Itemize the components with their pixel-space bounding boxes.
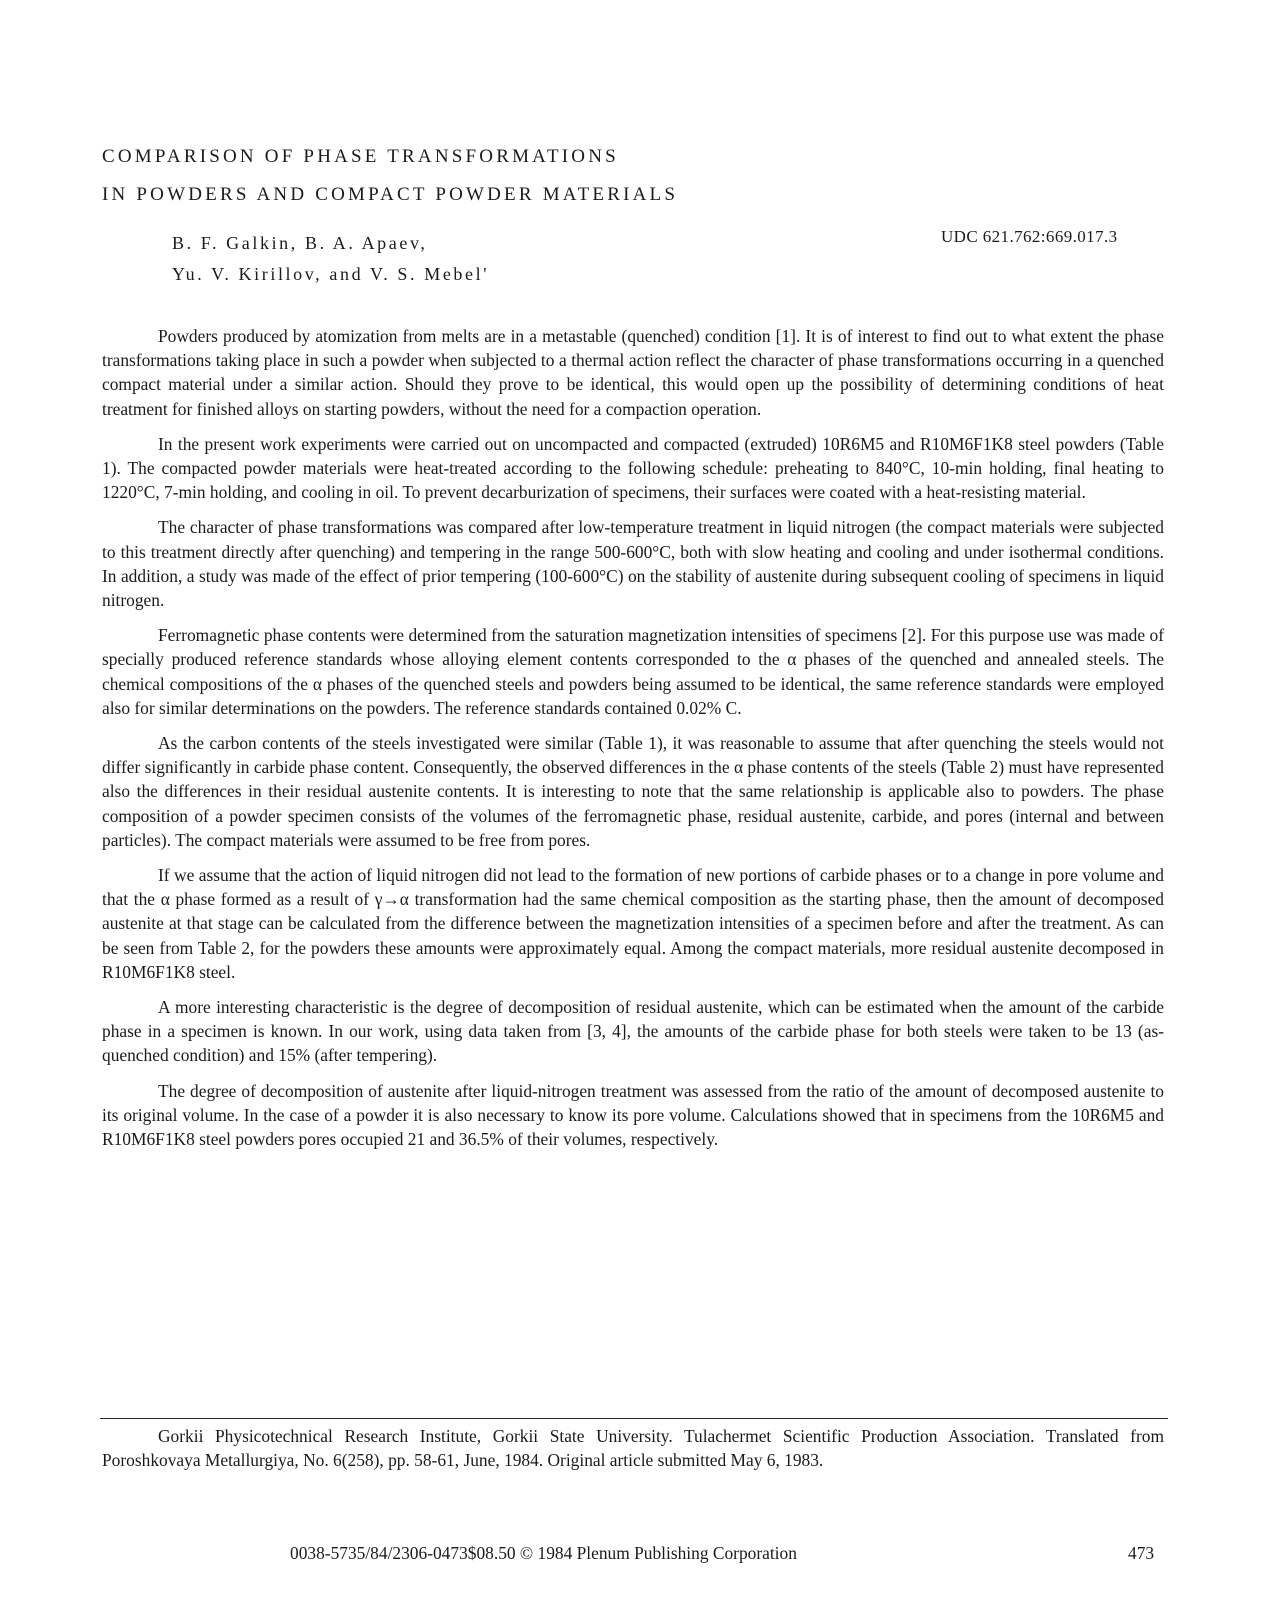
author-list bbox=[172, 228, 489, 290]
authors-line-1: B. F. Galkin, B. A. Apaev, bbox=[172, 233, 428, 253]
paragraph: Powders produced by atomization from melts are in a metastable (quenched) condition [1]. It is of interest to find out to what extent the phase transformations taking place in such a powder when subjected to a thermal action reflect the character of phase transformations occurring in a quenched compact material under a similar action. Should they prove to be identical, this would open up the possibility of determining conditions of heat treatment for finished alloys on starting powders, without the need for a compaction operation. bbox=[102, 326, 1164, 419]
paragraph: A more interesting characteristic is the degree of decomposition of residual austenite, which can be estimated when the amount of the carbide phase in a specimen is known. In our work, using data taken from [3, 4], the amounts of the carbide phase for both steels were taken to be 13 (as-quenched condition) and 15% (after tempering). bbox=[102, 997, 1164, 1066]
udc-code: UDC 621.762:669.017.3 bbox=[941, 227, 1118, 246]
copyright-line: 0038-5735/84/2306-0473$08.50 © 1984 Plenum Publishing Corporation bbox=[290, 1543, 797, 1563]
paragraph: If we assume that the action of liquid nitrogen did not lead to the formation of new portions of carbide phases or to a change in pore volume and that the α phase formed as a result of γ→α transformation had the same chemical composition as the starting phase, then the amount of decomposed austenite at that stage can be calculated from the difference between the magnetization intensities of a specimen before and after the treatment. As can be seen from Table 2, for the powders these amounts were approximately equal. Among the compact materials, more residual austenite decomposed in R10M6F1K8 steel. bbox=[102, 865, 1164, 982]
authors-line-2: Yu. V. Kirillov, and V. S. Mebel' bbox=[172, 264, 490, 284]
article-body bbox=[102, 324, 1164, 1162]
paragraph: In the present work experiments were carried out on uncompacted and compacted (extruded) 10R6M5 and R10M6F1K8 steel powders (Table 1). The compacted powder materials were heat-treated according to the following schedule: preheating to 840°C, 10-min holding, final heating to 1220°C, 7-min holding, and cooling in oil. To prevent decarburization of specimens, their surfaces were coated with a heat-resisting material. bbox=[102, 433, 1164, 503]
footnote-divider bbox=[100, 1418, 1168, 1419]
paragraph: As the carbon contents of the steels investigated were similar (Table 1), it was reasonable to assume that after quenching the steels would not differ significantly in carbide phase content. Consequently, the observed differences in the α phase contents of the steels (Table 2) must have represented also the differences in their residual austenite contents. It is interesting to note that the same relationship is applicable also to powders. The phase composition of a powder specimen consists of the volumes of the ferromagnetic phase, residual austenite, carbide, and pores (internal and between particles). The compact materials were assumed to be free from pores. bbox=[102, 733, 1164, 850]
paragraph: The degree of decomposition of austenite after liquid-nitrogen treatment was assessed from the ratio of the amount of decomposed austenite to its original volume. In the case of a powder it is also necessary to know its pore volume. Calculations showed that in specimens from the 10R6M5 and R10M6F1K8 steel powders pores occupied 21 and 36.5% of their volumes, respectively. bbox=[102, 1080, 1164, 1150]
paragraph: The character of phase transformations was compared after low-temperature treatment in liquid nitrogen (the compact materials were subjected to this treatment directly after quenching) and tempering in the range 500-600°C, both with slow heating and cooling and under isothermal conditions. In addition, a study was made of the effect of prior tempering (100-600°C) on the stability of austenite during subsequent cooling of specimens in liquid nitrogen. bbox=[102, 517, 1164, 611]
page-number: 473 bbox=[1128, 1543, 1155, 1563]
article-title bbox=[102, 138, 678, 214]
title-line-1: COMPARISON OF PHASE TRANSFORMATIONS bbox=[102, 146, 619, 167]
title-line-2: IN POWDERS AND COMPACT POWDER MATERIALS bbox=[102, 184, 679, 205]
affiliation-footnote: Gorkii Physicotechnical Research Institute, Gorkii State University. Tulachermet Scientific Production Association. Translated from Poroshkovaya Metallurgiya, No. 6(258), pp. 58-61, June, 1984. Original article submitted May 6, 1983. bbox=[102, 1426, 1164, 1470]
paragraph: Ferromagnetic phase contents were determined from the saturation magnetization intensities of specimens [2]. For this purpose use was made of specially produced reference standards whose alloying element contents corresponded to the α phases of the quenched and annealed steels. The chemical compositions of the α phases of the quenched steels and powders being assumed to be identical, the same reference standards were employed also for similar determinations on the powders. The reference standards contained 0.02% C. bbox=[102, 625, 1164, 718]
